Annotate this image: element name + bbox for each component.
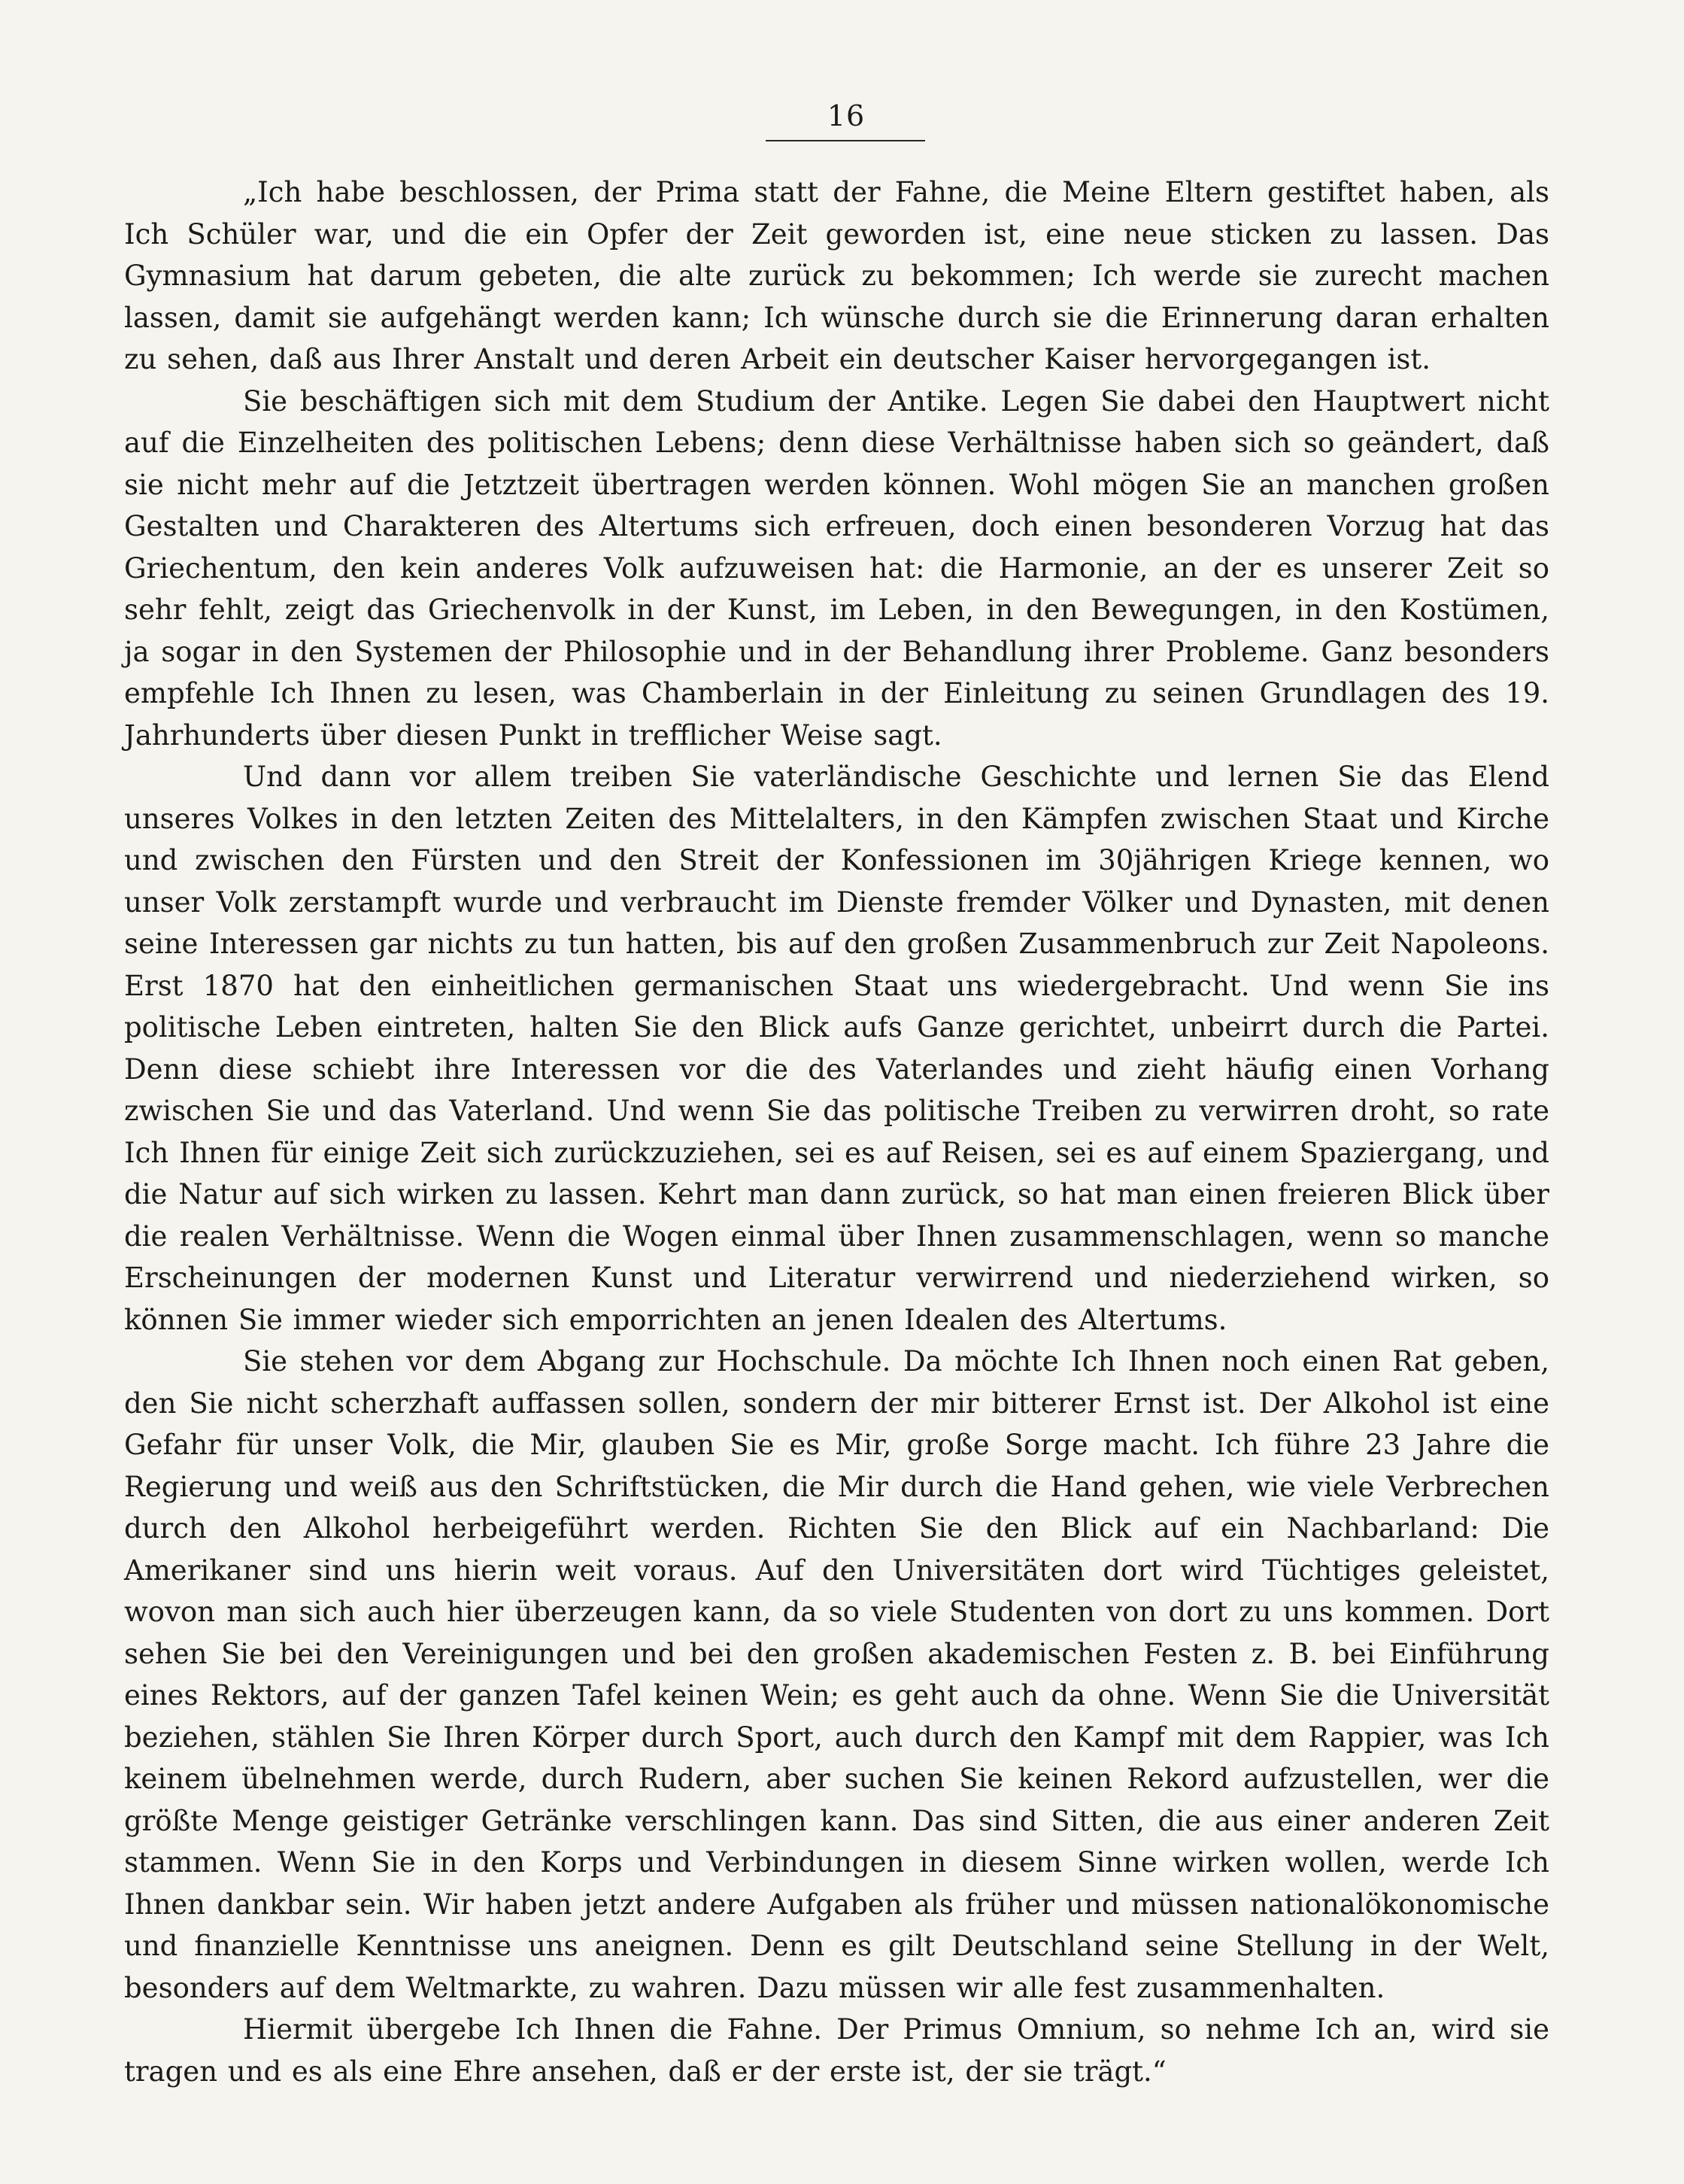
paragraph: Sie stehen vor dem Abgang zur Hochschule. Da möchte Ich Ihnen noch einen Rat geben, den Sie nicht scherzhaft auffassen sollen, sondern der mir bitterer Ernst ist. Der Alkohol ist eine Gefahr für unser Volk, die Mir, glauben Sie es Mir, große Sorge macht. Ich führe 23 Jahre die Regierung und weiß aus den Schriftstücken, die Mir durch die Hand gehen, wie viele Verbrechen durch den Alkohol herbeigeführt werden. Richten Sie den Blick auf ein Nachbarland: Die Amerikaner sind uns hierin weit voraus. Auf den Universitäten dort wird Tüchtiges geleistet, wovon man sich auch hier überzeugen kann, da so viele Studenten von dort zu uns kommen. Dort sehen Sie bei den Vereinigungen und bei den großen akademischen Festen z. B. bei Einführung eines Rektors, auf der ganzen Tafel keinen Wein; es geht auch da ohne. Wenn Sie die Universität beziehen, stählen Sie Ihren Körper durch Sport, auch durch den Kampf mit dem Rappier, was Ich keinem übelnehmen werde, durch Rudern, aber suchen Sie keinen Rekord aufzustellen, wer die größte Menge geistiger Getränke verschlingen kann. Das sind Sitten, die aus einer anderen Zeit stammen. Wenn Sie in den Korps und Verbindungen in diesem Sinne wirken wollen, werde Ich Ihnen dankbar sein. Wir haben jetzt andere Aufgaben als früher und müssen nationalökonomische und finanzielle Kenntnisse uns aneignen. Denn es gilt Deutschland seine Stellung in der Welt, besonders auf dem Weltmarkte, zu wahren. Dazu müssen wir alle fest zusammenhalten. (124, 1345, 1549, 2004)
body-text (124, 172, 1549, 2092)
paragraph: Hiermit übergebe Ich Ihnen die Fahne. Der Primus Omnium, so nehme Ich an, wird sie tragen und es als eine Ehre ansehen, daß er der erste ist, der sie trägt.“ (124, 2013, 1549, 2088)
paragraph: „Ich habe beschlossen, der Prima statt der Fahne, die Meine Eltern gestiftet haben, als Ich Schüler war, und die ein Opfer der Zeit geworden ist, eine neue sticken zu lassen. Das Gymnasium hat darum gebeten, die alte zurück zu bekommen; Ich werde sie zurecht machen lassen, damit sie aufgehängt werden kann; Ich wünsche durch sie die Erinnerung daran erhalten zu sehen, daß aus Ihrer Anstalt und deren Arbeit ein deutscher Kaiser hervorgegangen ist. (124, 176, 1549, 375)
paragraph: Und dann vor allem treiben Sie vaterländische Geschichte und lernen Sie das Elend unseres Volkes in den letzten Zeiten des Mittelalters, in den Kämpfen zwischen Staat und Kirche und zwischen den Fürsten und den Streit der Konfessionen im 30jährigen Kriege kennen, wo unser Volk zerstampft wurde und verbraucht im Dienste fremder Völker und Dynasten, mit denen seine Interessen gar nichts zu tun hatten, bis auf den großen Zusammenbruch zur Zeit Napoleons. Erst 1870 hat den einheitlichen germanischen Staat uns wiedergebracht. Und wenn Sie ins politische Leben eintreten, halten Sie den Blick aufs Ganze gerichtet, unbeirrt durch die Partei. Denn diese schiebt ihre Interessen vor die des Vaterlandes und zieht häufig einen Vorhang zwischen Sie und das Vaterland. Und wenn Sie das politische Treiben zu verwirren droht, so rate Ich Ihnen für einige Zeit sich zurückzuziehen, sei es auf Reisen, sei es auf einem Spaziergang, und die Natur auf sich wirken zu lassen. Kehrt man dann zurück, so hat man einen freieren Blick über die realen Verhältnisse. Wenn die Wogen einmal über Ihnen zusammenschlagen, wenn so manche Erscheinungen der modernen Kunst und Literatur verwirrend und niederziehend wirken, so können Sie immer wieder sich emporrichten an jenen Idealen des Altertums. (124, 761, 1549, 1336)
page-number-rule (766, 140, 925, 141)
page-number: 16 (827, 99, 866, 132)
paragraph: Sie beschäftigen sich mit dem Studium der Antike. Legen Sie dabei den Hauptwert nicht auf die Einzelheiten des politischen Lebens; denn diese Verhältnisse haben sich so geändert, daß sie nicht mehr auf die Jetztzeit übertragen werden können. Wohl mögen Sie an manchen großen Gestalten und Charakteren des Altertums sich erfreuen, doch einen besonderen Vorzug hat das Griechentum, den kein anderes Volk aufzuweisen hat: die Harmonie, an der es unserer Zeit so sehr fehlt, zeigt das Griechenvolk in der Kunst, im Leben, in den Bewegungen, in den Kostümen, ja sogar in den Systemen der Philosophie und in der Behandlung ihrer Probleme. Ganz besonders empfehle Ich Ihnen zu lesen, was Chamberlain in der Einleitung zu seinen Grundlagen des 19. Jahrhunderts über diesen Punkt in trefflicher Weise sagt. (124, 384, 1549, 752)
